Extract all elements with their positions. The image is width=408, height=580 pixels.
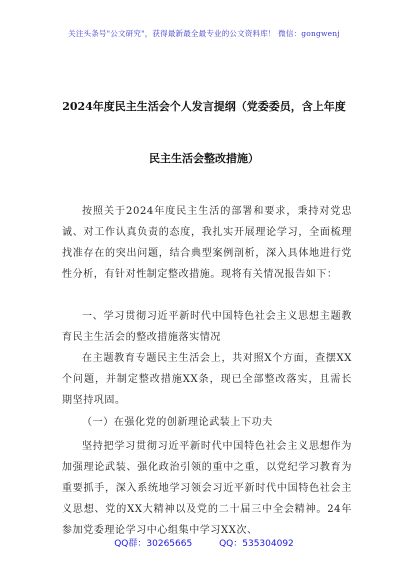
section-heading-1: 一、学习贯彻习近平新时代中国特色社会主义思想主题教育民主生活会的整改措施落实情况 [62,311,352,343]
intro-paragraph: 按照关于2024年度民主生活的部署和要求，秉持对党忠诚、对工作认真负责的态度，我扎实开展理论学习，全面梳理找准存在的突出问题，结合典型案例剖析，深入具体地进行党性分析，有针对性制定整改措施。现将有关情况报告如下： [62,206,352,280]
subsection-paragraph: 坚持把学习贯彻习近平新时代中国特色社会主义思想作为加强理论武装、强化政治引领的重中之重，以党纪学习教育为重要抓手，深入系统地学习领会习近平新时代中国特色社会主义思想、党的XX大精神以及党的二十届三中全会精神。24年参加党委理论学习中心组集中学习XX次、 [62,441,352,536]
document-title-line-1: 2024年度民主生活会个人发言提纲（党委委员，含上年度 [62,100,346,113]
document-title-line-2: 民主生活会整改措施） [149,152,259,165]
footer-qq-group: QQ群：30265665 [114,539,193,549]
footer-qq: QQ：535304092 [219,539,294,549]
subsection-heading-1: （一）在强化党的创新理论武装上下功夫 [82,417,273,428]
section-paragraph: 在主题教育专题民主生活会上，共对照X个方面，查摆XX个问题，并制定整改措施XX条，现已全部整改落实，且需长期坚持巩固。 [62,353,352,406]
promo-banner: 关注头条号"公文研究"，获得最新最全最专业的公文资料库！ 微信：gongwenj [68,29,340,38]
footer-contact [0,536,408,549]
